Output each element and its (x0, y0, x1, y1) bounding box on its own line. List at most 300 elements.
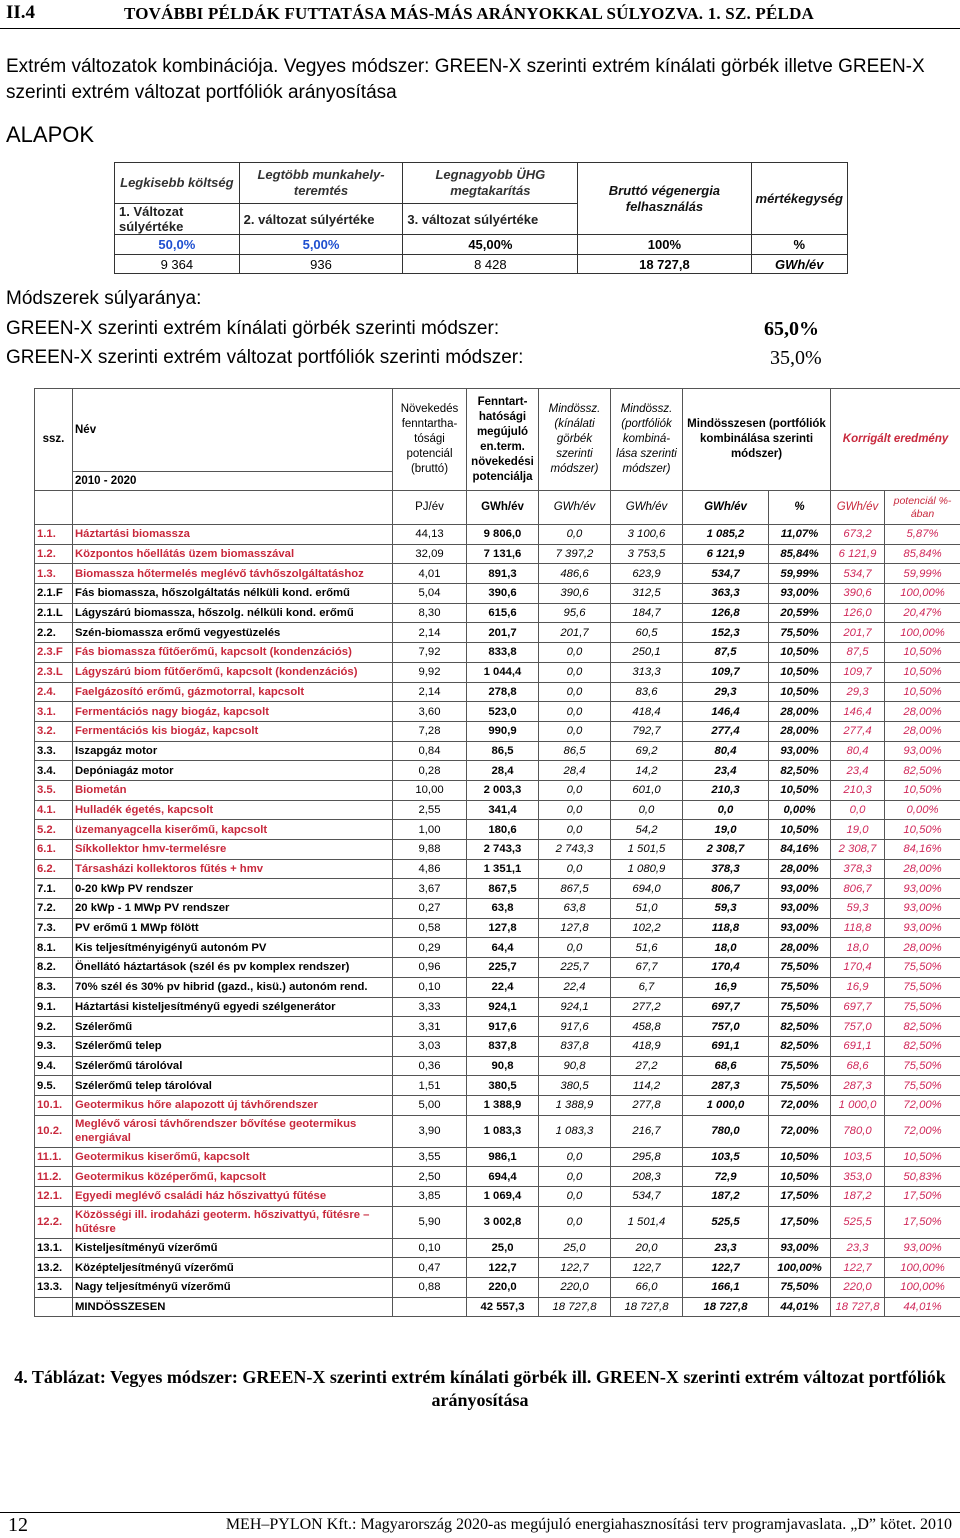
row-value: 166,1 (683, 1278, 769, 1298)
table-row (35, 603, 960, 623)
row-value: 10,50% (885, 682, 960, 702)
row-value: 93,00% (769, 584, 831, 604)
row-name: Nagy teljesítményű vízerőmű (73, 1278, 393, 1298)
row-value: 7 397,2 (539, 544, 611, 564)
row-value: 14,2 (611, 761, 683, 781)
row-value: 0,28 (393, 761, 467, 781)
row-value: 295,8 (611, 1147, 683, 1167)
row-value: 72,00% (885, 1095, 960, 1115)
row-id: 7.2. (35, 899, 73, 919)
row-value: 90,8 (467, 1056, 539, 1076)
row-value: 917,6 (539, 1017, 611, 1037)
row-value: 917,6 (467, 1017, 539, 1037)
col-header-corrected: Korrigált eredmény (831, 389, 960, 491)
row-value: 82,50% (885, 1017, 960, 1037)
row-value: 757,0 (683, 1017, 769, 1037)
table-row (35, 1017, 960, 1037)
row-value: 615,6 (467, 603, 539, 623)
row-value: 5,90 (393, 1206, 467, 1238)
row-name: Síkkollektor hmv-termelésre (73, 840, 393, 860)
row-value: 0,0 (539, 682, 611, 702)
table-row (35, 662, 960, 682)
table-row (35, 761, 960, 781)
row-value: 28,00% (769, 702, 831, 722)
row-value: 80,4 (831, 741, 885, 761)
row-value: 28,00% (885, 938, 960, 958)
row-value: 59,3 (683, 899, 769, 919)
row-value: 9 806,0 (467, 525, 539, 545)
row-value: 1 351,1 (467, 859, 539, 879)
row-value: 2,14 (393, 682, 467, 702)
row-value: 187,2 (683, 1187, 769, 1207)
row-name: Lágyszárú biomassza, hőszolg. nélküli kond. erőmű (73, 603, 393, 623)
row-value: 83,6 (611, 682, 683, 702)
row-value: 10,50% (769, 662, 831, 682)
row-id: 3.4. (35, 761, 73, 781)
row-value: 93,00% (885, 741, 960, 761)
table-row (35, 800, 960, 820)
row-value: 378,3 (683, 859, 769, 879)
row-value: 201,7 (467, 623, 539, 643)
row-value: 1 044,4 (467, 662, 539, 682)
row-value: 82,50% (769, 1036, 831, 1056)
row-value: 10,00 (393, 780, 467, 800)
row-id: 2.4. (35, 682, 73, 702)
row-name: 70% szél és 30% pv hibrid (gazd., kisü.) autonóm rend. (73, 977, 393, 997)
row-value: 95,6 (539, 603, 611, 623)
row-value: 23,4 (683, 761, 769, 781)
row-value: 28,00% (885, 859, 960, 879)
row-id: 8.1. (35, 938, 73, 958)
row-value: 75,50% (769, 1278, 831, 1298)
row-id: 11.1. (35, 1147, 73, 1167)
row-value: 210,3 (683, 780, 769, 800)
row-id: 2.2. (35, 623, 73, 643)
row-name: Szélerőmű telep (73, 1036, 393, 1056)
weight-value: GWh/év (751, 255, 848, 274)
page-number: 12 (8, 1514, 28, 1536)
row-value: 19,0 (831, 820, 885, 840)
row-value: 0,0 (539, 938, 611, 958)
row-value: 75,50% (769, 1076, 831, 1096)
row-value: 19,0 (683, 820, 769, 840)
row-value: 109,7 (683, 662, 769, 682)
row-value: 277,8 (611, 1095, 683, 1115)
row-value: 93,00% (885, 918, 960, 938)
row-value: 623,9 (611, 564, 683, 584)
row-value: 1 080,9 (611, 859, 683, 879)
row-value: 0,47 (393, 1258, 467, 1278)
row-value: 103,5 (683, 1147, 769, 1167)
col-header-total: Mindösszesen (portfóliók kombinálása szerinti módszer) (683, 389, 831, 491)
row-value: 534,7 (611, 1187, 683, 1207)
row-value: 8,30 (393, 603, 467, 623)
row-value: 170,4 (683, 958, 769, 978)
row-value: 122,7 (831, 1258, 885, 1278)
row-value: 1,51 (393, 1076, 467, 1096)
row-id: 13.3. (35, 1278, 73, 1298)
row-id: 11.2. (35, 1167, 73, 1187)
row-value: 924,1 (467, 997, 539, 1017)
row-value: 100,00% (885, 584, 960, 604)
row-id: 1.2. (35, 544, 73, 564)
row-value: 28,00% (769, 721, 831, 741)
row-value: 72,00% (769, 1115, 831, 1147)
row-value: 225,7 (539, 958, 611, 978)
section-number: II.4 (6, 2, 36, 23)
row-value: 2,50 (393, 1167, 467, 1187)
row-value: 0,10 (393, 1238, 467, 1258)
row-value: 0,0 (539, 1206, 611, 1238)
row-value: 837,8 (467, 1036, 539, 1056)
row-value: 694,0 (611, 879, 683, 899)
unit-label: GWh/év (831, 491, 885, 525)
row-value: 5,00 (393, 1095, 467, 1115)
row-value: 22,4 (539, 977, 611, 997)
row-value: 100,00% (769, 1258, 831, 1278)
row-value: 1 000,0 (831, 1095, 885, 1115)
row-value: 50,83% (885, 1167, 960, 1187)
weight-label: 1. Változat súlyértéke (115, 204, 240, 235)
row-value: 75,50% (885, 958, 960, 978)
table-row (35, 1167, 960, 1187)
row-value: 72,9 (683, 1167, 769, 1187)
row-value: 7,92 (393, 643, 467, 663)
row-value: 22,4 (467, 977, 539, 997)
table-row (35, 997, 960, 1017)
row-value: 0,0 (539, 525, 611, 545)
row-value: 10,50% (769, 1147, 831, 1167)
row-value: 277,4 (683, 721, 769, 741)
row-value: 924,1 (539, 997, 611, 1017)
row-name: Iszapgáz motor (73, 741, 393, 761)
row-value: 0,27 (393, 899, 467, 919)
row-value: 85,84% (769, 544, 831, 564)
row-value: 109,7 (831, 662, 885, 682)
row-value: 10,50% (885, 820, 960, 840)
method-value-1: 65,0% (764, 318, 819, 340)
table-row (35, 820, 960, 840)
row-value: 17,50% (885, 1187, 960, 1207)
row-value: 25,0 (539, 1238, 611, 1258)
row-name: Szélerőmű telep tárolóval (73, 1076, 393, 1096)
row-value: 9,92 (393, 662, 467, 682)
row-value: 10,50% (885, 662, 960, 682)
row-value: 17,50% (885, 1206, 960, 1238)
row-value: 486,6 (539, 564, 611, 584)
row-value: 63,8 (467, 899, 539, 919)
row-value: 90,8 (539, 1056, 611, 1076)
row-value: 6 121,9 (831, 544, 885, 564)
alapok-header: Legkisebb költség (115, 163, 240, 204)
total-label: MINDÖSSZESEN (73, 1297, 393, 1317)
row-value: 118,8 (831, 918, 885, 938)
row-id: 9.2. (35, 1017, 73, 1037)
row-value: 1 083,3 (539, 1115, 611, 1147)
row-name: Fás biomassza fűtőerőmű, kapcsolt (kondenzációs) (73, 643, 393, 663)
row-id: 2.1.F (35, 584, 73, 604)
row-value: 100,00% (885, 1258, 960, 1278)
row-id: 2.3.L (35, 662, 73, 682)
col-header-ssz: ssz. (35, 389, 73, 491)
row-value: 59,3 (831, 899, 885, 919)
row-name: Háztartási kisteljesítményű egyedi szélgenerátor (73, 997, 393, 1017)
table-row (35, 1238, 960, 1258)
alapok-label: ALAPOK (6, 122, 95, 147)
row-value: 114,2 (611, 1076, 683, 1096)
row-value: 3,67 (393, 879, 467, 899)
page-title: TOVÁBBI PÉLDÁK FUTTATÁSA MÁS-MÁS ARÁNYOKKAL SÚLYOZVA. 1. SZ. PÉLDA (124, 4, 815, 23)
row-value: 220,0 (831, 1278, 885, 1298)
row-value: 534,7 (683, 564, 769, 584)
row-value: 277,4 (831, 721, 885, 741)
row-value: 87,5 (831, 643, 885, 663)
row-value: 10,50% (885, 1147, 960, 1167)
row-value: 757,0 (831, 1017, 885, 1037)
row-name: Közösségi ill. irodaházi geoterm. hőszivattyú, fűtésre – hűtésre (73, 1206, 393, 1238)
row-value: 806,7 (683, 879, 769, 899)
row-value: 313,3 (611, 662, 683, 682)
row-value: 80,4 (683, 741, 769, 761)
row-value: 2,55 (393, 800, 467, 820)
row-value: 75,50% (885, 997, 960, 1017)
row-value: 23,4 (831, 761, 885, 781)
unit-label: % (769, 491, 831, 525)
table-row (35, 780, 960, 800)
row-name: Szélerőmű tárolóval (73, 1056, 393, 1076)
row-value: 82,50% (885, 761, 960, 781)
row-value: 380,5 (539, 1076, 611, 1096)
row-value: 93,00% (769, 741, 831, 761)
row-name: Geotermikus középerőmű, kapcsolt (73, 1167, 393, 1187)
table-row (35, 918, 960, 938)
row-id: 7.3. (35, 918, 73, 938)
weight-value: 936 (239, 255, 403, 274)
row-value: 180,6 (467, 820, 539, 840)
row-value: 29,3 (683, 682, 769, 702)
row-name: Önellátó háztartások (szél és pv komplex rendszer) (73, 958, 393, 978)
row-id: 12.2. (35, 1206, 73, 1238)
row-value: 534,7 (831, 564, 885, 584)
row-name: Hulladék égetés, kapcsolt (73, 800, 393, 820)
row-value: 2 743,3 (467, 840, 539, 860)
unit-spacer (35, 491, 73, 525)
method-label-2: GREEN-X szerinti extrém változat portfóliók szerinti módszer: (6, 347, 524, 368)
row-value: 20,0 (611, 1238, 683, 1258)
total-value: 44,01% (769, 1297, 831, 1317)
weight-percent: % (751, 235, 848, 255)
row-id: 9.5. (35, 1076, 73, 1096)
row-value: 1,00 (393, 820, 467, 840)
intro-paragraph: Extrém változatok kombinációja. Vegyes módszer: GREEN-X szerinti extrém kínálati görbék illetve GREEN-X szerinti extrém változat portfóliók arányosítása (6, 56, 925, 103)
table-row (35, 899, 960, 919)
row-value: 1 000,0 (683, 1095, 769, 1115)
row-value: 837,8 (539, 1036, 611, 1056)
table-row (35, 721, 960, 741)
total-row (35, 1297, 960, 1317)
row-value: 127,8 (467, 918, 539, 938)
total-value (393, 1297, 467, 1317)
row-value: 75,50% (769, 1056, 831, 1076)
table-row (35, 1115, 960, 1147)
row-value: 0,58 (393, 918, 467, 938)
row-value: 3,33 (393, 997, 467, 1017)
row-id: 8.3. (35, 977, 73, 997)
row-value: 3 100,6 (611, 525, 683, 545)
row-value: 1 388,9 (467, 1095, 539, 1115)
row-value: 16,9 (683, 977, 769, 997)
unit-label: GWh/év (683, 491, 769, 525)
row-value: 208,3 (611, 1167, 683, 1187)
row-value: 10,50% (769, 1167, 831, 1187)
row-value: 210,3 (831, 780, 885, 800)
row-value: 84,16% (769, 840, 831, 860)
weight-percent: 45,00% (403, 235, 578, 255)
row-value: 0,0 (539, 1147, 611, 1167)
row-value: 0,0 (539, 643, 611, 663)
row-value: 28,4 (467, 761, 539, 781)
row-id: 6.1. (35, 840, 73, 860)
row-name: Egyedi meglévő családi ház hőszivattyú fűtése (73, 1187, 393, 1207)
row-value: 18,0 (683, 938, 769, 958)
row-value: 523,0 (467, 702, 539, 722)
row-value: 126,0 (831, 603, 885, 623)
row-value: 32,09 (393, 544, 467, 564)
alapok-header: Bruttó végenergia felhasználás (578, 163, 751, 235)
row-value: 0,0 (539, 820, 611, 840)
row-value: 691,1 (831, 1036, 885, 1056)
row-value: 6 121,9 (683, 544, 769, 564)
row-id: 3.1. (35, 702, 73, 722)
table-row (35, 623, 960, 643)
row-value: 780,0 (831, 1115, 885, 1147)
row-value: 1 501,4 (611, 1206, 683, 1238)
row-value: 10,50% (885, 643, 960, 663)
unit-label: GWh/év (539, 491, 611, 525)
row-value: 68,6 (831, 1056, 885, 1076)
row-value: 11,07% (769, 525, 831, 545)
weight-value: 9 364 (115, 255, 240, 274)
table-row (35, 958, 960, 978)
weight-percent: 5,00% (239, 235, 403, 255)
row-value: 63,8 (539, 899, 611, 919)
row-value: 51,0 (611, 899, 683, 919)
row-value: 2 003,3 (467, 780, 539, 800)
row-value: 170,4 (831, 958, 885, 978)
row-name: Faelgázosító erőmű, gázmotorral, kapcsolt (73, 682, 393, 702)
row-value: 59,99% (885, 564, 960, 584)
row-value: 525,5 (831, 1206, 885, 1238)
row-value: 60,5 (611, 623, 683, 643)
row-value: 28,00% (885, 721, 960, 741)
row-value: 418,9 (611, 1036, 683, 1056)
row-value: 100,00% (885, 623, 960, 643)
row-id: 5.2. (35, 820, 73, 840)
row-value: 75,50% (885, 1076, 960, 1096)
table-row (35, 682, 960, 702)
table-row (35, 564, 960, 584)
row-value: 2,14 (393, 623, 467, 643)
row-name: Szélerőmű (73, 1017, 393, 1037)
row-name: Társasházi kollektoros fűtés + hmv (73, 859, 393, 879)
row-name: Biometán (73, 780, 393, 800)
row-value: 10,50% (769, 780, 831, 800)
row-value: 59,99% (769, 564, 831, 584)
row-value: 146,4 (831, 702, 885, 722)
row-value: 7,28 (393, 721, 467, 741)
row-value: 0,0 (539, 662, 611, 682)
row-value: 216,7 (611, 1115, 683, 1147)
row-value: 82,50% (885, 1036, 960, 1056)
row-value: 806,7 (831, 879, 885, 899)
row-value: 220,0 (467, 1278, 539, 1298)
row-value: 418,4 (611, 702, 683, 722)
method-label-1: GREEN-X szerinti extrém kínálati görbék szerinti módszer: (6, 318, 500, 339)
row-id: 1.1. (35, 525, 73, 545)
table-row (35, 1076, 960, 1096)
row-value: 0,00% (769, 800, 831, 820)
row-name: Háztartási biomassza (73, 525, 393, 545)
alapok-header: Legtöbb munkahely-teremtés (239, 163, 403, 204)
row-value: 17,50% (769, 1206, 831, 1238)
row-value: 833,8 (467, 643, 539, 663)
table-row (35, 741, 960, 761)
row-value: 780,0 (683, 1115, 769, 1147)
row-value: 122,7 (467, 1258, 539, 1278)
row-value: 1 069,4 (467, 1187, 539, 1207)
row-value: 122,7 (539, 1258, 611, 1278)
row-value: 29,3 (831, 682, 885, 702)
total-value: 18 727,8 (831, 1297, 885, 1317)
row-id: 9.4. (35, 1056, 73, 1076)
row-value: 84,16% (885, 840, 960, 860)
row-name: Meglévő városi távhőrendszer bővítése geotermikus energiával (73, 1115, 393, 1147)
row-value: 225,7 (467, 958, 539, 978)
row-value: 0,96 (393, 958, 467, 978)
row-value: 86,5 (539, 741, 611, 761)
row-value: 3,03 (393, 1036, 467, 1056)
method-value-2: 35,0% (770, 347, 822, 369)
row-value: 0,0 (539, 702, 611, 722)
row-value: 69,2 (611, 741, 683, 761)
row-value: 867,5 (467, 879, 539, 899)
table-row (35, 938, 960, 958)
row-value: 3,60 (393, 702, 467, 722)
row-value: 17,50% (769, 1187, 831, 1207)
row-value: 75,50% (885, 977, 960, 997)
row-value: 9,88 (393, 840, 467, 860)
row-value: 363,3 (683, 584, 769, 604)
row-value: 3 002,8 (467, 1206, 539, 1238)
row-value: 390,6 (467, 584, 539, 604)
row-value: 28,00% (769, 938, 831, 958)
row-value: 4,86 (393, 859, 467, 879)
row-value: 0,0 (539, 800, 611, 820)
row-value: 2 743,3 (539, 840, 611, 860)
weight-label: 2. változat súlyértéke (239, 204, 403, 235)
row-value: 18,0 (831, 938, 885, 958)
row-value: 691,1 (683, 1036, 769, 1056)
row-value: 28,00% (885, 702, 960, 722)
row-value: 1 083,3 (467, 1115, 539, 1147)
results-table-wrapper (34, 388, 960, 1317)
row-name: Fermentációs kis biogáz, kapcsolt (73, 721, 393, 741)
row-name: Lágyszárú biom fűtőerőmű, kapcsolt (kondenzációs) (73, 662, 393, 682)
table-row (35, 840, 960, 860)
row-value: 86,5 (467, 741, 539, 761)
row-name: 0-20 kWp PV rendszer (73, 879, 393, 899)
row-id: 4.1. (35, 800, 73, 820)
